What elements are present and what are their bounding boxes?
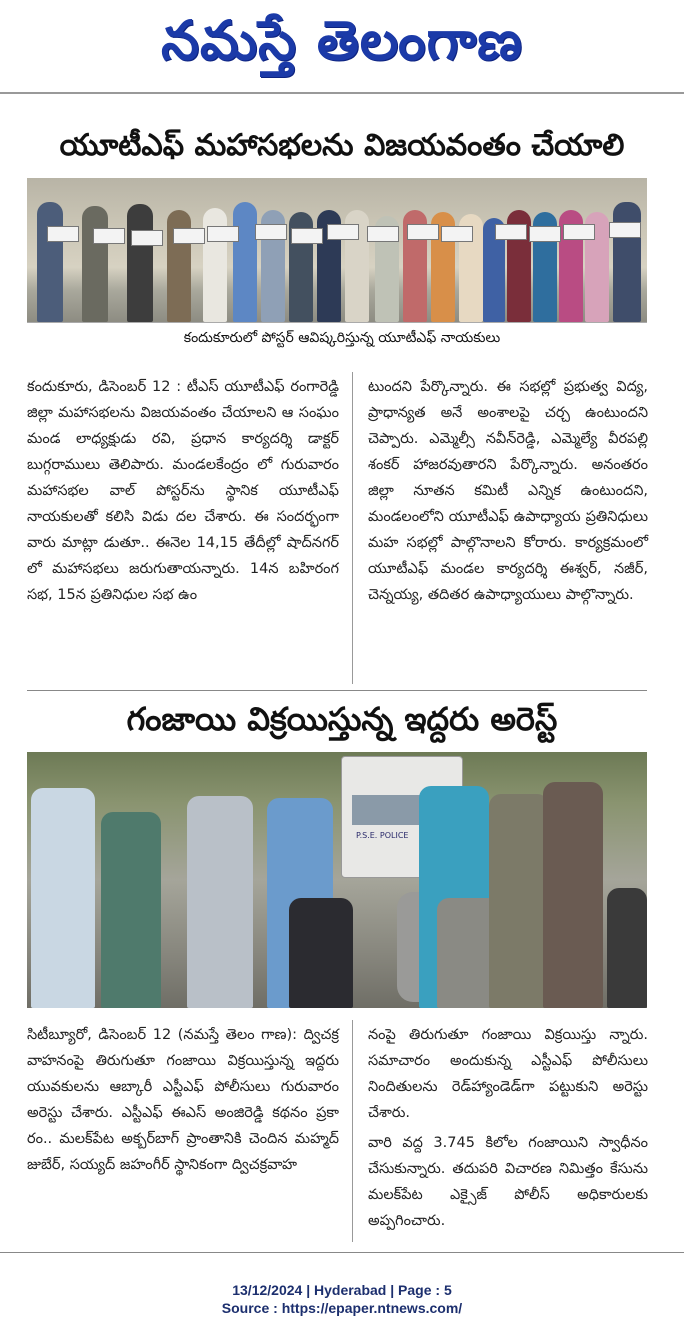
- footer-date-page: 13/12/2024 | Hyderabad | Page : 5: [232, 1282, 452, 1298]
- masthead: [0, 0, 684, 96]
- article2-column-1: సిటీబ్యూరో, డిసెంబర్ 12 (నమస్తే తెలం గాణ): ద్విచక్ర వాహనంపై తిరుగుతూ గంజాయి విక్రయిస్తున్న ఇద్దరు యువకులను ఆబ్కారీ ఎస్టీఎఫ్ పోలీసులు గురువారం అరెస్టు చేశారు. ఎస్టీఎఫ్ ఈఎస్ అంజిరెడ్డి కథనం ప్రకా రం.. మలక్‌పేట అక్బర్‌బాగ్ ప్రాంతానికి చెందిన మహ్మద్ జుబేర్, సయ్యద్ జహంగీర్ స్థానికంగా ద్విచక్రవాహ: [27, 1027, 339, 1173]
- article1-column-1: కందుకూరు, డిసెంబర్ 12 : టీఎస్ యూటీఎఫ్ రంగారెడ్డి జిల్లా మహాసభలను విజయవంతం చేయాలని ఆ సంఘం మండ లాధ్యక్షుడు రవి, ప్రధాన కార్యదర్శి డాక్టర్ బుగ్గరాములు తెలిపారు. మండలకేంద్రం లో గురువారం మహాసభల వాల్ పోస్టర్‌ను స్థానిక యూటీఎఫ్ నాయకులతో కలిసి విడు దల చేశారు. ఈ సందర్భంగా వారు మాట్లా డుతూ.. ఈనెల 14,15 తేదీల్లో షాద్‌నగర్ లో మహాసభలు జరుగుతాయన్నారు. 14న బహిరంగ సభ, 15న ప్రతినిధుల సభ ఉం: [27, 379, 339, 603]
- article-divider: [27, 690, 647, 691]
- column-divider: [352, 372, 353, 684]
- footer-source-link[interactable]: Source : https://epaper.ntnews.com/: [221, 1300, 463, 1316]
- article2-photo: [27, 752, 647, 1008]
- police-van: P.S.E. POLICE: [341, 756, 463, 878]
- page-bottom-divider: [0, 1252, 684, 1253]
- article2-column-2-para-1: నంపై తిరుగుతూ గంజాయి విక్రయిస్తు న్నారు. సమాచారం అందుకున్న ఎస్టీఎఫ్ పోలీసులు నిందితులను రెడ్‌హ్యాండెడ్‌గా పట్టుకుని అరెస్టు చేశారు.: [368, 1027, 648, 1121]
- article2-column-2-para-2: వారి వద్ద 3.745 కిలోల గంజాయిని స్వాధీనం చేసుకున్నారు. తదుపరి విచారణ నిమిత్తం కేసును మలక్‌పేట ఎక్సైజ్ పోలీస్ అధికారులకు అప్పగించారు.: [368, 1135, 648, 1229]
- article1-headline: యూటీఎఫ్ మహాసభలను విజయవంతం చేయాలి: [59, 128, 625, 163]
- article1-column-2: టుందని పేర్కొన్నారు. ఈ సభల్లో ప్రభుత్వ విద్య, ప్రాధాన్యత అనే అంశాలపై చర్చ ఉంటుందని చెప్పారు. ఎమ్మెల్సీ నవీన్‌రెడ్డి, ఎమ్మెల్యే వీరపల్లి శంకర్ హాజరవుతారని పేర్కొన్నారు. అనంతరం జిల్లా నూతన కమిటీ ఎన్నిక ఉంటుందని, మండలంలోని యూటీఎఫ్ ఉపాధ్యాయ ప్రతినిధులు మహ సభల్లో పాల్గొనాలని కోరారు. కార్యక్రమంలో యూటీఎఫ్ మండల కార్యదర్శి ఈశ్వర్, నజీర్, చెన్నయ్య, తదితర ఉపాధ్యాయులు పాల్గొన్నారు.: [368, 379, 648, 603]
- article2-headline: గంజాయి విక్రయిస్తున్న ఇద్దరు అరెస్ట్: [126, 700, 558, 738]
- article1-photo-caption: కందుకూరులో పోస్టర్ ఆవిష్కరిస్తున్న యూటీఎఫ్ నాయకులు: [183, 330, 501, 346]
- newspaper-logo: నమస్తే తెలంగాణ: [161, 8, 523, 72]
- masthead-divider: [0, 92, 684, 94]
- caption-divider: [27, 322, 647, 323]
- article2-column-2: [368, 1022, 648, 1234]
- article1-photo: [27, 178, 647, 322]
- column-divider-2: [352, 1020, 353, 1242]
